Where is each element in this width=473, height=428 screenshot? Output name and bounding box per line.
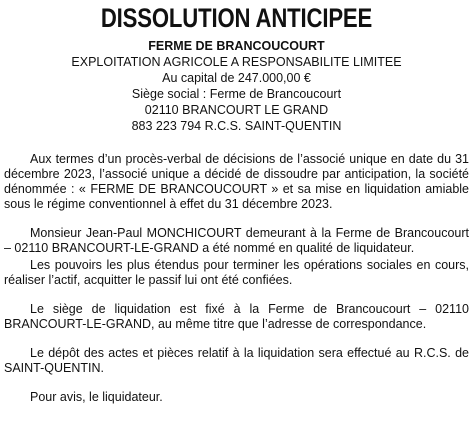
paragraph-liquidator: Monsieur Jean-Paul MONCHICOURT demeurant à la Ferme de Brancoucourt – 02110 BRANCOURT-LE-GRAND a été nommé en qualité de liquidateur. xyxy=(4,226,469,255)
company-type: EXPLOITATION AGRICOLE A RESPONSABILITE LIMITEE xyxy=(71,55,402,69)
paragraph-powers: Les pouvoirs les plus étendus pour terminer les opérations sociales en cours, réaliser l’actif, acquitter le passif lui ont été confiées. xyxy=(4,258,469,287)
paragraph-decision: Aux termes d’un procès-verbal de décisions de l’associé unique en date du 31 décembre 2023, l’associé unique a décidé de dissoudre par anticipation, la société dénommée : « FERME DE BRANCOUCOURT » et sa mise en liquidation amiable sous le régime conventionnel à effet du 31 décembre 2023. xyxy=(4,152,469,211)
paragraph-filing: Le dépôt des actes et pièces relatif à la liquidation sera effectué au R.C.S. de SAINT-QUENTIN. xyxy=(4,346,469,375)
registered-office: Siège social : Ferme de Brancoucourt xyxy=(131,87,342,101)
legal-notice xyxy=(0,2,473,428)
notice-title: DISSOLUTION ANTICIPEE xyxy=(100,3,373,33)
paragraph-liquidation-office: Le siège de liquidation est fixé à la Ferme de Brancoucourt – 02110 BRANCOURT-LE-GRAND, au même titre que l’adresse de correspondance. xyxy=(4,302,469,331)
registration-number: 883 223 794 R.C.S. SAINT-QUENTIN xyxy=(131,119,342,133)
notice-body xyxy=(4,152,469,405)
postal-address: 02110 BRANCOURT LE GRAND xyxy=(144,103,329,117)
company-name: FERME DE BRANCOUCOURT xyxy=(148,39,325,53)
company-capital: Au capital de 247.000,00 € xyxy=(162,71,311,85)
company-header xyxy=(4,38,469,134)
paragraph-signature: Pour avis, le liquidateur. xyxy=(30,390,163,404)
